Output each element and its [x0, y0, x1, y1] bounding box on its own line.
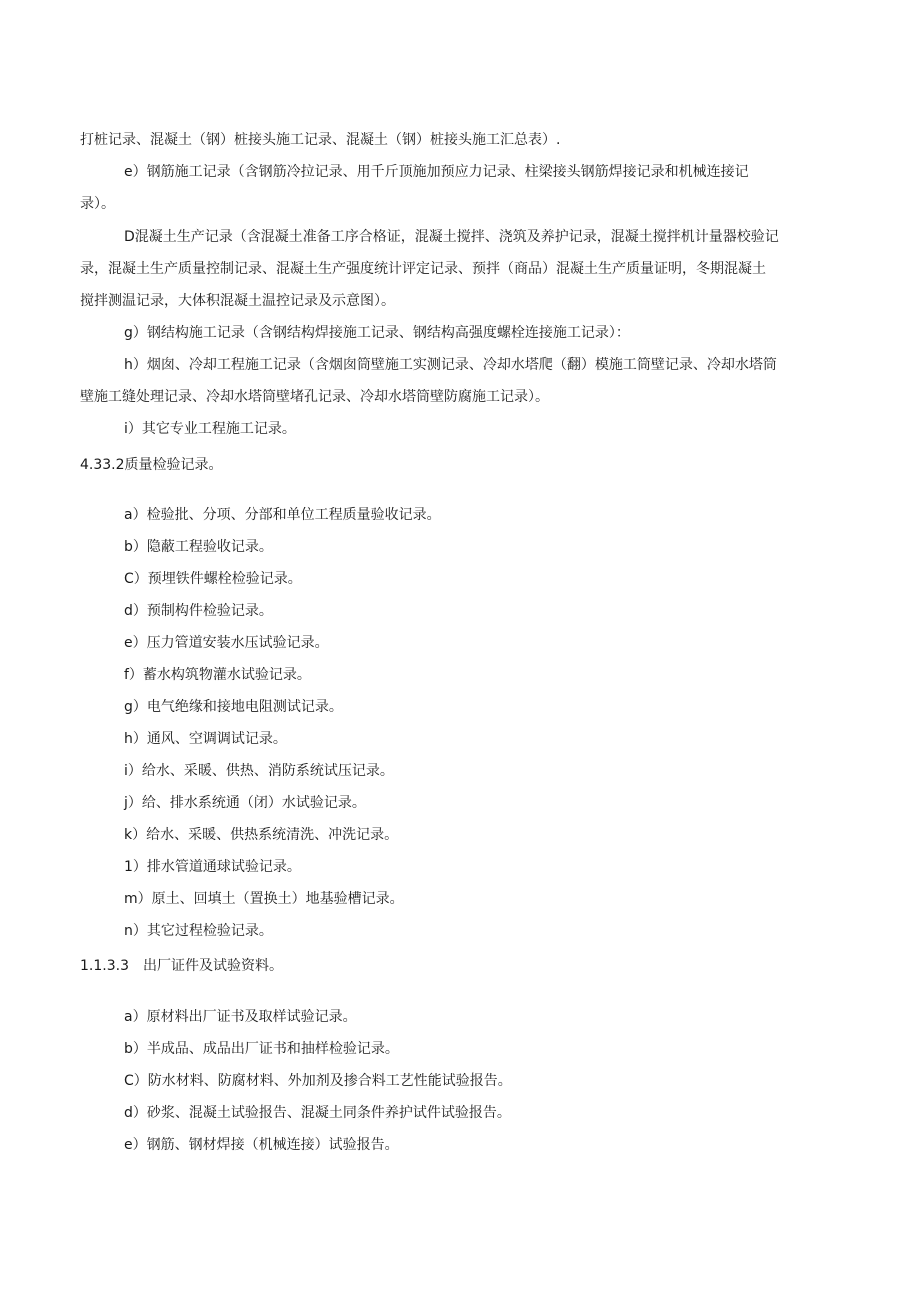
list-item: e）压力管道安装水压试验记录。: [124, 635, 329, 651]
list-item: d）砂浆、混凝土试验报告、混凝土同条件养护试件试验报告。: [124, 1105, 511, 1121]
text-line: e）钢筋施工记录（含钢筋冷拉记录、用千斤顶施加预应力记录、柱梁接头钢筋焊接记录和机械连接记: [124, 164, 749, 180]
text-line: 录）。: [80, 196, 115, 212]
section-heading: 1.1.3.3 出厂证件及试验资料。: [80, 958, 283, 974]
list-item: d）预制构件检验记录。: [124, 603, 273, 619]
list-item: h）通风、空调调试记录。: [124, 731, 287, 747]
list-item: e）钢筋、钢材焊接（机械连接）试验报告。: [124, 1137, 399, 1153]
list-item: j）给、排水系统通（闭）水试验记录。: [124, 795, 366, 811]
list-item: C）防水材料、防腐材料、外加剂及掺合料工艺性能试验报告。: [124, 1073, 512, 1089]
text-line: 录，混凝土生产质量控制记录、混凝土生产强度统计评定记录、预拌（商品）混凝土生产质量证明，冬期混凝土: [80, 261, 766, 277]
text-line: h）烟囱、冷却工程施工记录（含烟囱筒壁施工实测记录、冷却水塔爬（翻）模施工筒壁记录、冷却水塔筒: [124, 357, 777, 373]
list-item: k）给水、采暖、供热系统清洗、冲洗记录。: [124, 827, 399, 843]
list-item: b）隐蔽工程验收记录。: [124, 539, 273, 555]
list-item: n）其它过程检验记录。: [124, 923, 273, 939]
text-line: g）钢结构施工记录（含钢结构焊接施工记录、钢结构高强度螺栓连接施工记录）：: [124, 325, 630, 341]
list-item: a）检验批、分项、分部和单位工程质量验收记录。: [124, 507, 441, 523]
list-item: a）原材料出厂证书及取样试验记录。: [124, 1009, 357, 1025]
list-item: f）蓄水构筑物灌水试验记录。: [124, 667, 311, 683]
text-line: i）其它专业工程施工记录。: [124, 421, 296, 437]
list-item: m）原土、回填土（置换土）地基验槽记录。: [124, 891, 404, 907]
text-line: D混凝土生产记录（含混凝土准备工序合格证，混凝土搅拌、浇筑及养护记录，混凝土搅拌机计量器校验记: [124, 229, 779, 245]
list-item: g）电气绝缘和接地电阻测试记录。: [124, 699, 343, 715]
list-item: C）预埋铁件螺栓检验记录。: [124, 571, 302, 587]
section-heading: 4.33.2质量检验记录。: [80, 457, 223, 473]
list-item: 1）排水管道通球试验记录。: [124, 859, 301, 875]
list-item: b）半成品、成品出厂证书和抽样检验记录。: [124, 1041, 399, 1057]
text-line: 搅拌测温记录，大体积混凝土温控记录及示意图）。: [80, 293, 395, 309]
text-line: 壁施工缝处理记录、冷却水塔筒壁堵孔记录、冷却水塔筒壁防腐施工记录）。: [80, 389, 549, 405]
list-item: i）给水、采暖、供热、消防系统试压记录。: [124, 763, 394, 779]
text-line: 打桩记录、混凝土（钢）桩接头施工记录、混凝土（钢）桩接头施工汇总表）.: [80, 132, 561, 148]
